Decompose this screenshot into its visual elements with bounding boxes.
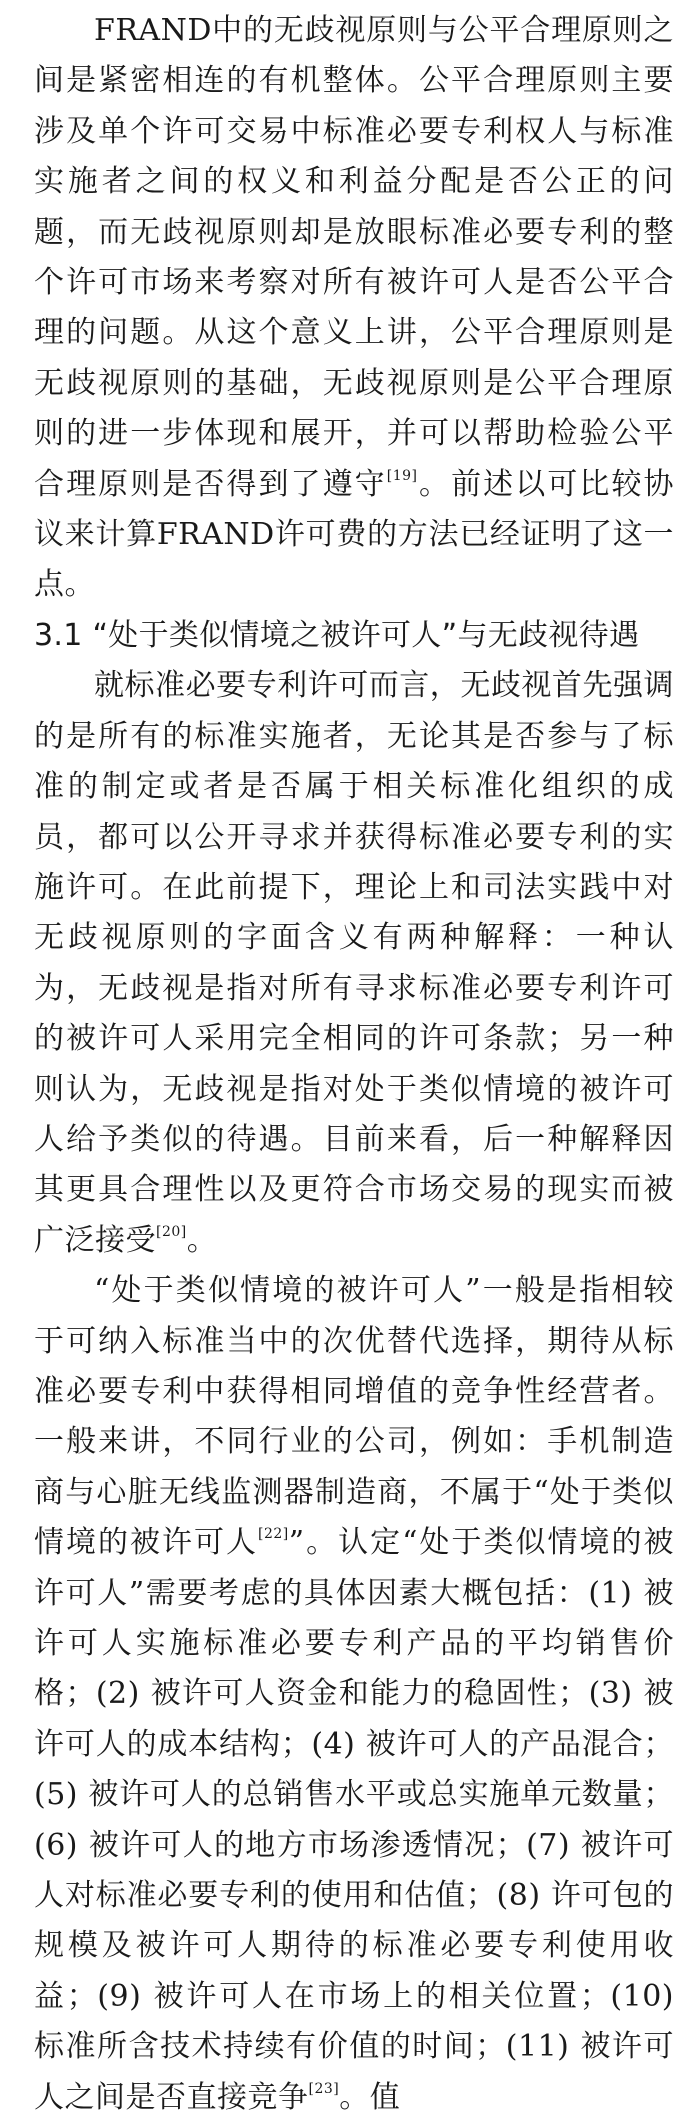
paragraph-text: FRAND中的无歧视原则与公平合理原则之间是紧密相连的有机整体。公平合理原则主要涉及单个许可交易中标准必要专利权人与标准实施者之间的权义和利益分配是否公正的问题，而无歧视原则却是放眼标准必要专利的整个许可市场来考察对所有被许可人是否公平合理的问题。从这个意义上讲，公平合理原则是无歧视原则的基础，无歧视原则是公平合理原则的进一步体现和展开，并可以帮助检验公平合理原则是否得到了遵守 [34,13,674,502]
paragraph-text-mid: ”。认定“处于类似情境的被许可人”需要考虑的具体因素大概包括：(1) 被许可人实施标准必要专利产品的平均销售价格；(2) 被许可人资金和能力的稳固性；(3) 被许可人的成本结构；(4) 被许可人的产品混合；(5) 被许可人的总销售水平或总实施单元数量；(6) 被许可人的地方市场渗透情况；(7) 被许可人对标准必要专利的使用和估值；(8) 许可包的规模及被许可人期待的标准必要专利使用收益；(9) 被许可人在市场上的相关位置；(10) 标准所含技术持续有价值的时间；(11) 被许可人之间是否直接竞争 [34,1525,674,2115]
paragraph-text: “处于类似情境的被许可人”一般是指相较于可纳入标准当中的次优替代选择，期待从标准必要专利中获得相同增值的竞争性经营者。一般来讲，不同行业的公司，例如：手机制造商与心脏无线监测器制造商，不属于“处于类似情境的被许可人 [34,1273,674,1561]
citation-ref[interactable]: [22] [258,1526,289,1543]
citation-ref[interactable]: [23] [308,2080,340,2097]
paragraph-similarly-situated [34,1266,674,2123]
section-title: “处于类似情境之被许可人”与无歧视待遇 [92,617,640,653]
paragraph-text-tail: 。 [186,1222,218,1258]
citation-ref[interactable]: [20] [156,1223,187,1240]
section-number: 3.1 [34,617,83,653]
paragraph-text-tail: 。值 [339,2079,401,2115]
paragraph-non-discrimination [34,661,674,1266]
paragraph-frand-principles [34,6,674,611]
document-page [34,6,674,2123]
paragraph-text-tail: 。前述以可比较协议来计算FRAND许可费的方法已经证明了这一点。 [34,466,675,603]
paragraph-text: 就标准必要专利许可而言，无歧视首先强调的是所有的标准实施者，无论其是否参与了标准的制定或者是否属于相关标准化组织的成员，都可以公开寻求并获得标准必要专利的实施许可。在此前提下，理论上和司法实践中对无歧视原则的字面含义有两种解释：一种认为，无歧视是指对所有寻求标准必要专利许可的被许可人采用完全相同的许可条款；另一种则认为，无歧视是指对处于类似情境的被许可人给予类似的待遇。目前来看，后一种解释因其更具合理性以及更符合市场交易的现实而被广泛接受 [34,668,674,1258]
citation-ref[interactable]: [19] [386,467,418,484]
section-heading [34,611,674,661]
